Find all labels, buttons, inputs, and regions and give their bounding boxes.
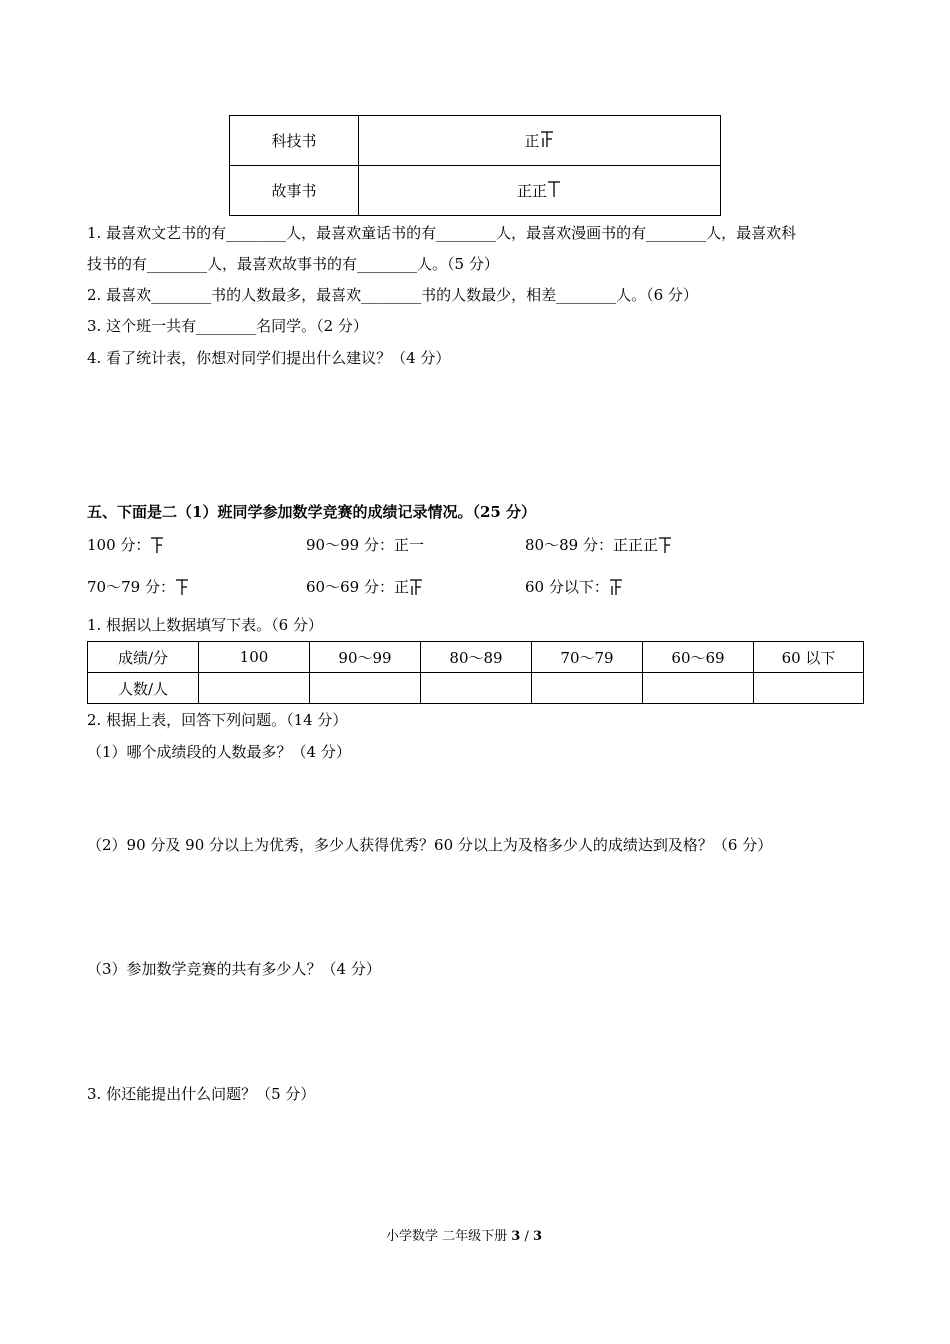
tally-text: 正正正 [612, 536, 658, 554]
record-label: 60 分以下： [525, 578, 609, 596]
tally-text: 正 [524, 132, 540, 150]
header-cell: 80～89 [421, 642, 532, 673]
header-cell: 60 以下 [754, 642, 864, 673]
partial-tally-mark [150, 536, 165, 554]
partial-tally-mark [175, 578, 190, 596]
book-tally-table [229, 115, 721, 216]
table-row [230, 116, 721, 166]
record-60-69 [306, 578, 424, 596]
row-label: 人数/人 [88, 673, 199, 704]
tally-text: 正正 [516, 182, 547, 200]
tally-strokes-icon [547, 180, 562, 198]
question-1-line-2: 技书的有________人，最喜欢故事书的有________人。（5 分） [87, 255, 499, 273]
partial-tally-mark [409, 578, 424, 596]
row-label: 故事书 [230, 166, 359, 216]
question-4: 4. 看了统计表，你想对同学们提出什么建议？（4 分） [87, 349, 451, 367]
section-5-heading: 五、下面是二（1）班同学参加数学竞赛的成绩记录情况。（25 分） [87, 503, 537, 521]
answer-cell[interactable] [532, 673, 643, 704]
table-row [88, 673, 864, 704]
tally-strokes-icon [609, 578, 624, 596]
section-5-question-2-1: （1）哪个成绩段的人数最多？（4 分） [87, 743, 351, 761]
answer-cell[interactable] [643, 673, 754, 704]
tally-strokes-icon [150, 536, 165, 554]
section-5-question-2: 2. 根据上表，回答下列问题。（14 分） [87, 711, 348, 729]
question-1-line-1: 1. 最喜欢文艺书的有________人，最喜欢童话书的有________人，最喜欢漫画书的有________人，最喜欢科 [87, 224, 797, 242]
record-label: 60～69 分： [306, 578, 394, 596]
footer-page: 3 [511, 1229, 521, 1244]
tally-strokes-icon [409, 578, 424, 596]
section-5-question-1: 1. 根据以上数据填写下表。（6 分） [87, 616, 323, 634]
answer-cell[interactable] [310, 673, 421, 704]
section-5-question-2-2: （2）90 分及 90 分以上为优秀，多少人获得优秀？60 分以上为及格多少人的成绩达到及格？（6 分） [87, 836, 773, 854]
table-row [230, 166, 721, 216]
answer-cell[interactable] [754, 673, 864, 704]
header-cell: 70～79 [532, 642, 643, 673]
footer-subject: 小学数学 二年级下册 [386, 1229, 508, 1244]
record-label: 70～79 分： [87, 578, 175, 596]
record-70-79 [87, 578, 190, 596]
footer-separator: / [524, 1229, 529, 1244]
answer-cell[interactable] [421, 673, 532, 704]
tally-strokes-icon [658, 536, 673, 554]
tally-cell [359, 166, 721, 216]
record-below-60 [525, 578, 624, 596]
partial-tally-mark [540, 130, 555, 148]
question-3: 3. 这个班一共有________名同学。（2 分） [87, 317, 368, 335]
row-label: 科技书 [230, 116, 359, 166]
footer-total: 3 [533, 1229, 543, 1244]
partial-tally-mark [547, 180, 562, 198]
tally-text: 正一 [393, 536, 424, 554]
tally-strokes-icon [540, 130, 555, 148]
record-80-89 [525, 536, 673, 554]
record-label: 90～99 分： [306, 536, 394, 554]
page-footer [386, 1228, 542, 1246]
partial-tally-mark [609, 578, 624, 596]
section-5-question-2-3: （3）参加数学竞赛的共有多少人？（4 分） [87, 960, 381, 978]
record-label: 80～89 分： [525, 536, 613, 554]
record-label: 100 分： [87, 536, 151, 554]
table-header-row [88, 642, 864, 673]
question-2: 2. 最喜欢________书的人数最多，最喜欢________书的人数最少，相差________人。（6 分） [87, 286, 698, 304]
header-cell: 60～69 [643, 642, 754, 673]
header-cell: 100 [199, 642, 310, 673]
section-5-question-3: 3. 你还能提出什么问题？（5 分） [87, 1085, 316, 1103]
partial-tally-mark [658, 536, 673, 554]
record-90-99 [306, 536, 424, 554]
tally-strokes-icon [175, 578, 190, 596]
tally-text: 正 [393, 578, 409, 596]
score-table [87, 641, 864, 704]
header-cell: 成绩/分 [88, 642, 199, 673]
tally-cell [359, 116, 721, 166]
header-cell: 90～99 [310, 642, 421, 673]
record-100 [87, 536, 165, 554]
answer-cell[interactable] [199, 673, 310, 704]
